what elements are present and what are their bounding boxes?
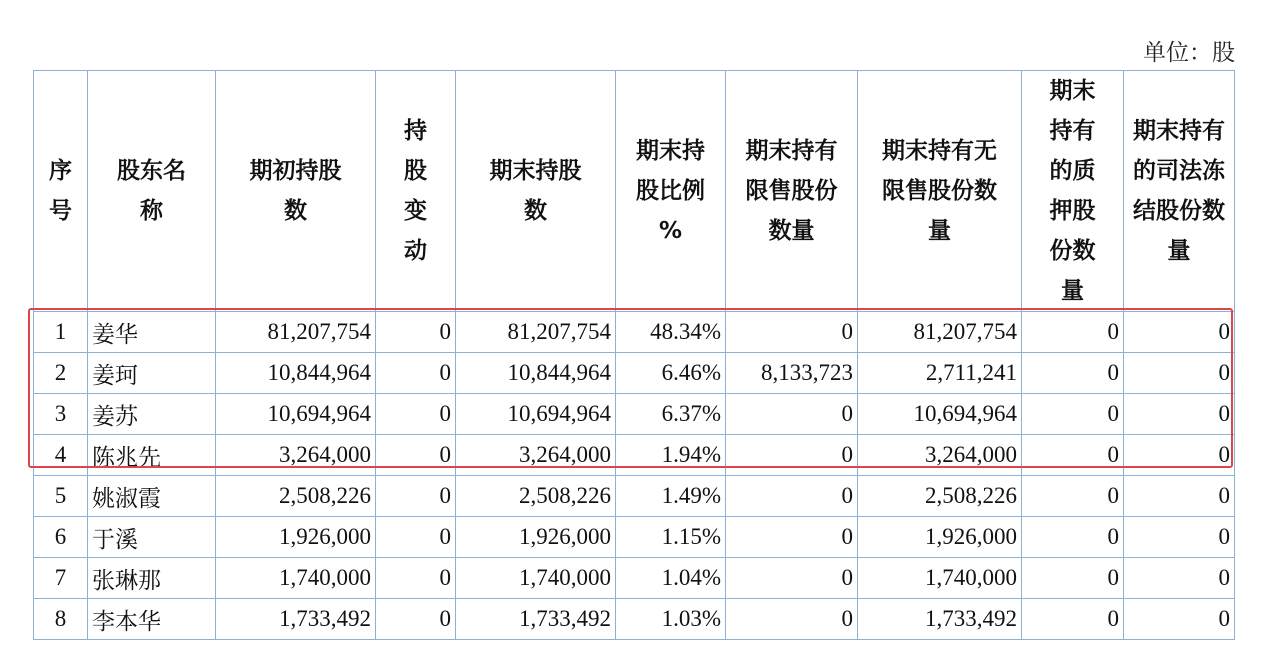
cell-holder-name: 姜珂: [88, 353, 216, 394]
cell-frozen-shares: 0: [1124, 353, 1235, 394]
table-row: [34, 353, 1235, 394]
table-body: [34, 312, 1235, 640]
table-row: [34, 394, 1235, 435]
header-col-closing-ratio: 期末持 股比例 %: [616, 71, 726, 312]
cell-closing-ratio: 48.34%: [616, 312, 726, 353]
cell-change: 0: [376, 394, 456, 435]
cell-opening-shares: 10,844,964: [216, 353, 376, 394]
cell-seq: 7: [34, 558, 88, 599]
cell-holder-name: 姜苏: [88, 394, 216, 435]
cell-frozen-shares: 0: [1124, 599, 1235, 640]
cell-opening-shares: 1,926,000: [216, 517, 376, 558]
cell-change: 0: [376, 476, 456, 517]
cell-restricted-shares: 0: [726, 312, 858, 353]
cell-holder-name: 于溪: [88, 517, 216, 558]
cell-closing-shares: 10,844,964: [456, 353, 616, 394]
cell-restricted-shares: 0: [726, 394, 858, 435]
header-col-unrestricted-shares: 期末持有无 限售股份数 量: [858, 71, 1022, 312]
cell-unrestricted-shares: 10,694,964: [858, 394, 1022, 435]
cell-frozen-shares: 0: [1124, 558, 1235, 599]
cell-holder-name: 姚淑霞: [88, 476, 216, 517]
shareholder-table: [33, 70, 1235, 640]
cell-closing-ratio: 1.49%: [616, 476, 726, 517]
cell-change: 0: [376, 435, 456, 476]
cell-change: 0: [376, 599, 456, 640]
table-row: [34, 517, 1235, 558]
cell-closing-ratio: 1.15%: [616, 517, 726, 558]
cell-seq: 3: [34, 394, 88, 435]
cell-closing-ratio: 1.94%: [616, 435, 726, 476]
cell-opening-shares: 1,740,000: [216, 558, 376, 599]
cell-change: 0: [376, 517, 456, 558]
cell-frozen-shares: 0: [1124, 517, 1235, 558]
cell-seq: 6: [34, 517, 88, 558]
cell-change: 0: [376, 353, 456, 394]
cell-closing-shares: 2,508,226: [456, 476, 616, 517]
cell-closing-ratio: 1.03%: [616, 599, 726, 640]
cell-seq: 5: [34, 476, 88, 517]
cell-closing-ratio: 6.37%: [616, 394, 726, 435]
cell-seq: 2: [34, 353, 88, 394]
cell-restricted-shares: 0: [726, 599, 858, 640]
cell-opening-shares: 2,508,226: [216, 476, 376, 517]
header-col-holder-name: 股东名 称: [88, 71, 216, 312]
cell-frozen-shares: 0: [1124, 476, 1235, 517]
cell-change: 0: [376, 312, 456, 353]
cell-restricted-shares: 0: [726, 476, 858, 517]
cell-holder-name: 姜华: [88, 312, 216, 353]
cell-restricted-shares: 0: [726, 558, 858, 599]
cell-pledged-shares: 0: [1022, 435, 1124, 476]
cell-closing-shares: 1,733,492: [456, 599, 616, 640]
cell-closing-ratio: 1.04%: [616, 558, 726, 599]
cell-opening-shares: 10,694,964: [216, 394, 376, 435]
cell-pledged-shares: 0: [1022, 517, 1124, 558]
table-row: [34, 599, 1235, 640]
cell-change: 0: [376, 558, 456, 599]
cell-frozen-shares: 0: [1124, 435, 1235, 476]
cell-holder-name: 李本华: [88, 599, 216, 640]
cell-opening-shares: 3,264,000: [216, 435, 376, 476]
header-col-opening-shares: 期初持股 数: [216, 71, 376, 312]
cell-closing-ratio: 6.46%: [616, 353, 726, 394]
header-col-closing-shares: 期末持股 数: [456, 71, 616, 312]
cell-closing-shares: 3,264,000: [456, 435, 616, 476]
cell-unrestricted-shares: 3,264,000: [858, 435, 1022, 476]
cell-seq: 8: [34, 599, 88, 640]
cell-restricted-shares: 8,133,723: [726, 353, 858, 394]
cell-pledged-shares: 0: [1022, 394, 1124, 435]
cell-unrestricted-shares: 81,207,754: [858, 312, 1022, 353]
cell-unrestricted-shares: 2,508,226: [858, 476, 1022, 517]
cell-pledged-shares: 0: [1022, 312, 1124, 353]
cell-opening-shares: 81,207,754: [216, 312, 376, 353]
cell-closing-shares: 1,926,000: [456, 517, 616, 558]
cell-unrestricted-shares: 2,711,241: [858, 353, 1022, 394]
cell-closing-shares: 1,740,000: [456, 558, 616, 599]
header-col-frozen-shares: 期末持有 的司法冻 结股份数 量: [1124, 71, 1235, 312]
header-col-pledged-shares: 期末 持有 的质 押股 份数 量: [1022, 71, 1124, 312]
cell-seq: 4: [34, 435, 88, 476]
cell-pledged-shares: 0: [1022, 599, 1124, 640]
header-col-restricted-shares: 期末持有 限售股份 数量: [726, 71, 858, 312]
cell-restricted-shares: 0: [726, 435, 858, 476]
cell-frozen-shares: 0: [1124, 312, 1235, 353]
unit-label: 单位：股: [1143, 40, 1235, 66]
table-row: [34, 312, 1235, 353]
cell-closing-shares: 10,694,964: [456, 394, 616, 435]
table-row: [34, 476, 1235, 517]
cell-unrestricted-shares: 1,740,000: [858, 558, 1022, 599]
cell-seq: 1: [34, 312, 88, 353]
cell-closing-shares: 81,207,754: [456, 312, 616, 353]
cell-unrestricted-shares: 1,733,492: [858, 599, 1022, 640]
cell-holder-name: 陈兆先: [88, 435, 216, 476]
cell-restricted-shares: 0: [726, 517, 858, 558]
header-col-change: 持 股 变 动: [376, 71, 456, 312]
table-row: [34, 558, 1235, 599]
cell-pledged-shares: 0: [1022, 353, 1124, 394]
cell-opening-shares: 1,733,492: [216, 599, 376, 640]
cell-frozen-shares: 0: [1124, 394, 1235, 435]
header-row: [34, 71, 1235, 312]
header-col-seq: 序 号: [34, 71, 88, 312]
cell-pledged-shares: 0: [1022, 476, 1124, 517]
cell-holder-name: 张琳那: [88, 558, 216, 599]
table-row: [34, 435, 1235, 476]
cell-pledged-shares: 0: [1022, 558, 1124, 599]
cell-unrestricted-shares: 1,926,000: [858, 517, 1022, 558]
